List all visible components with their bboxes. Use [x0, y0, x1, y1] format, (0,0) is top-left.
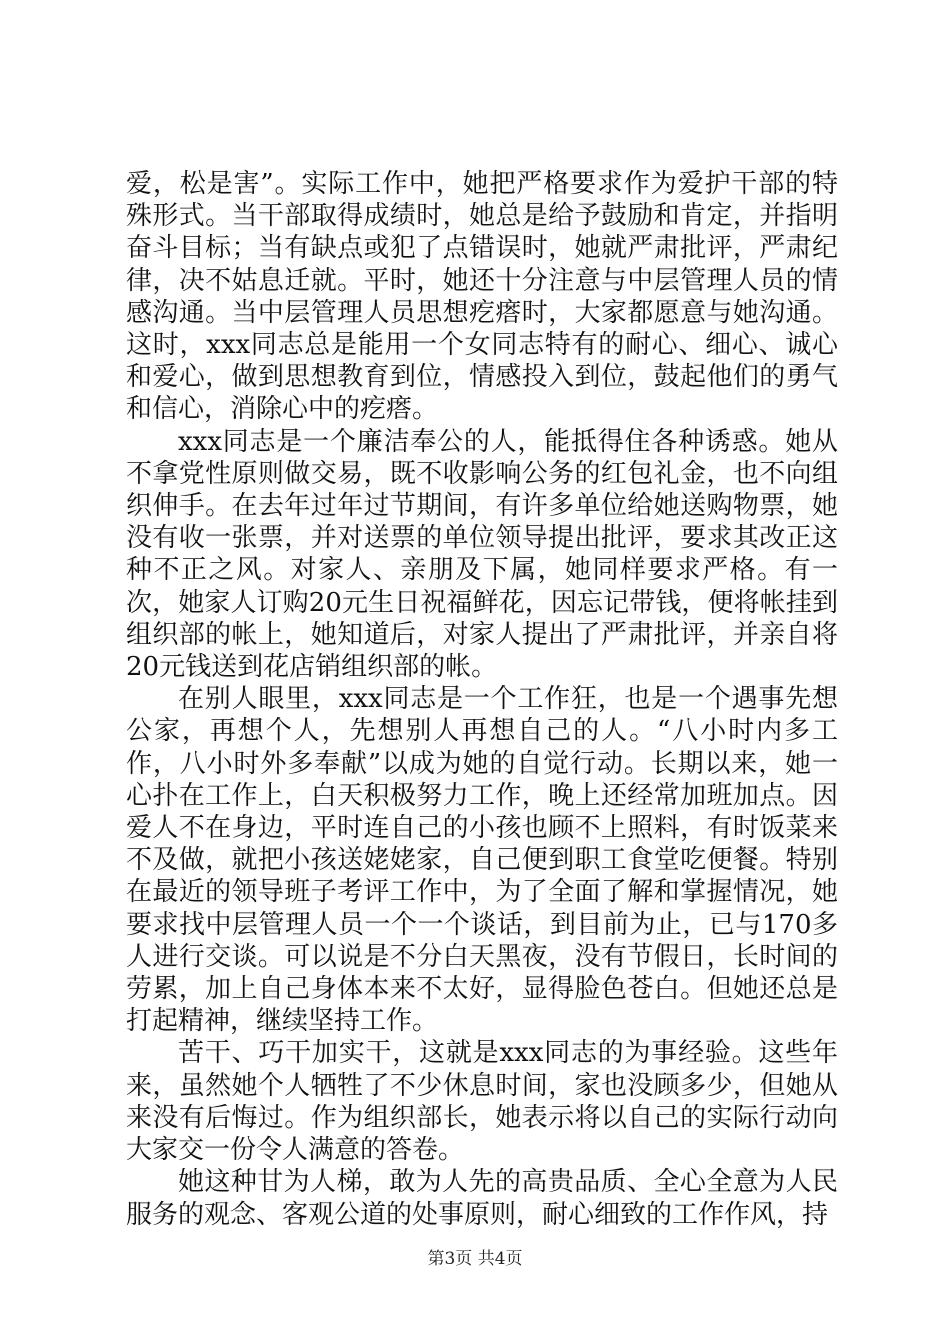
paragraph-3: 在别人眼里，xxx同志是一个工作狂，也是一个遇事先想公家，再想个人，先想别人再想自己的人。“八小时内多工作，八小时外多奉献”以成为她的自觉行动。长期以来，她一心扑在工作上，白天积极努力工作，晚上还经常加班加点。因爱人不在身边，平时连自己的小孩也顾不上照料，有时饭菜来不及做，就把小孩送姥姥家，自己便到职工食堂吃便餐。特别在最近的领导班子考评工作中，为了全面了解和掌握情况，她要求找中层管理人员一个一个谈话，到目前为止，已与170多人进行交谈。可以说是不分白天黑夜，没有节假日，长时间的劳累，加上自己身体本来不太好，显得脸色苍白。但她还总是打起精神，继续坚持工作。 [126, 684, 838, 1037]
document-body [126, 168, 838, 1231]
paragraph-5: 她这种甘为人梯，敢为人先的高贵品质、全心全意为人民服务的观念、客观公道的处事原则，耐心细致的工作作风，持 [126, 1167, 838, 1230]
page-number-footer: 第3页 共4页 [427, 1249, 523, 1269]
paragraph-4: 苦干、巧干加实干，这就是xxx同志的为事经验。这些年来，虽然她个人牺牲了不少休息时间，家也没顾多少，但她从来没有后悔过。作为组织部长，她表示将以自己的实际行动向大家交一份令人满意的答卷。 [126, 1038, 838, 1166]
paragraph-1: 爱，松是害”。实际工作中，她把严格要求作为爱护干部的特殊形式。当干部取得成绩时，她总是给予鼓励和肯定，并指明奋斗目标；当有缺点或犯了点错误时，她就严肃批评，严肃纪律，决不姑息迁就。平时，她还十分注意与中层管理人员的情感沟通。当中层管理人员思想疙瘩时，大家都愿意与她沟通。这时，xxx同志总是能用一个女同志特有的耐心、细心、诚心和爱心，做到思想教育到位，情感投入到位，鼓起他们的勇气和信心，消除心中的疙瘩。 [126, 169, 838, 425]
paragraph-2: xxx同志是一个廉洁奉公的人，能抵得住各种诱惑。她从不拿党性原则做交易，既不收影响公务的红包礼金，也不向组织伸手。在去年过年过节期间，有许多单位给她送购物票，她没有收一张票，并对送票的单位领导提出批评，要求其改正这种不正之风。对家人、亲朋及下属，她同样要求严格。有一次，她家人订购20元生日祝福鲜花，因忘记带钱，便将帐挂到组织部的帐上，她知道后，对家人提出了严肃批评，并亲自将20元钱送到花店销组织部的帐。 [126, 426, 838, 683]
